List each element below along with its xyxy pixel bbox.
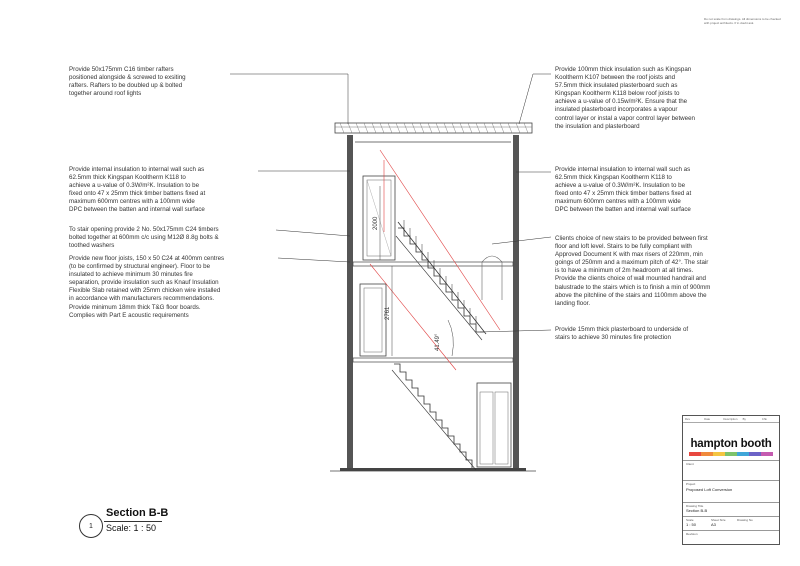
stripe-segment: [749, 452, 761, 456]
note-floor-joists: Provide new floor joists, 150 x 50 C24 at 400mm centres (to be confirmed by structural engineer). Floor to be insulated to achieve minimum 30 minutes fire separation, provide insulation such as Knauf Insulation Flexible Slab retained with 25mm chicken wire installed in accordance with manufacturers recommendations. Provide minimum 18mm thick T&G floor boards. Complies with Part E acoustic requirements: [69, 255, 225, 319]
loft-door: [363, 176, 395, 260]
floor-slabs: [330, 262, 536, 471]
note-rafters: Provide 50x175mm C16 timber rafters positioned alongside & screwed to exsiting rafters. Rafters to be doubled up & bolted together around roof lights: [69, 66, 186, 98]
section-title: Section B-B: [106, 507, 169, 519]
revision-label: Revision: [686, 532, 698, 536]
revision-row: [683, 530, 779, 545]
stripe-segment: [701, 452, 713, 456]
scale-row: [683, 516, 779, 531]
project-label: Project: [686, 482, 696, 486]
drawing-title-value: Section B-B: [686, 508, 708, 513]
company-logo: hampton booth: [690, 438, 772, 450]
sheet-size-value: A3: [711, 522, 716, 527]
col-date: Date: [704, 417, 711, 421]
note-wall-insulation-right: Provide internal insulation to internal wall such as 62.5mm thick Kingspan Kooltherm K118 to achieve a u-value of 0.3W/m²K. Insulation to be fixed onto 47 x 25mm thick timber battens fixed at maximum 600mm centres with a 100mm wide DPC between the batten and internal wall surface: [555, 166, 692, 214]
roof-rafters: [335, 123, 532, 133]
section-scale: Scale: 1 : 50: [106, 523, 157, 533]
note-roof-insulation: Provide 100mm thick insulation such as Kingspan Kooltherm K107 between the roof joists and 57.5mm thick insulated plasterboard such as Kingspan Kooltherm K118 below roof joists to achieve a u-value of 0.15w/m²K. Ensure that the insulated plasterboard incorporates a vapour control layer or instal a vapor control layer between the insulation and plasterboard: [555, 66, 695, 130]
col-by: By: [742, 417, 746, 421]
note-wall-insulation-left: Provide internal insulation to internal wall such as 62.5mm thick Kingspan Kooltherm K118 to achieve a u-value of 0.3W/m²K. Insulation to be fixed onto 47 x 25mm thick timber battens fixed at maximum 600mm centres with a 100mm wide DPC between the batten and internal wall surface: [69, 166, 206, 214]
stripe-segment: [725, 452, 737, 456]
stripe-segment: [761, 452, 773, 456]
col-check: Chk: [761, 417, 767, 421]
scale-value: 1 : 50: [686, 522, 697, 527]
stair-height-dimension: 2761: [385, 306, 391, 320]
note-stair-opening: To stair opening provide 2 No. 50x175mm C24 timbers bolted together at 600mm c/c using M12Ø 8.8g bolts & toothed washers: [69, 226, 219, 250]
col-rev: Rev: [685, 417, 690, 421]
note-stairs: Clients choice of new stairs to be provided between first floor and loft level. Stairs to be fully compliant with Approved Document K with max risers of 220mm, min goings of 250mm and a maximum pitch of 42°. The stair is to have a minimum of 2m headroom at all times. Provide the clients choice of wall mounted handrail and balustrade to the stairs which is to finish a min of 900mm above the pitchline of the stairs and 1100mm above the landing floor.: [555, 235, 711, 307]
drawing-title-label: Drawing Title: [686, 504, 704, 508]
stripe-segment: [689, 452, 701, 456]
drawing-no-label: Drawing No: [737, 518, 753, 522]
scale-label: Scale: [686, 518, 694, 522]
stripe-segment: [713, 452, 725, 456]
first-floor-door: [360, 284, 386, 356]
client-label: Client: [686, 462, 694, 466]
client-row: [683, 460, 779, 481]
drawing-title-row: [683, 502, 779, 517]
section-underline: [104, 521, 162, 522]
upper-stair: [396, 220, 486, 340]
top-disclaimer: Do not scale from drawings. All dimensions to be checked with project architects. If in doubt ask.: [704, 17, 781, 25]
logo-color-stripe: [689, 452, 773, 456]
project-row: [683, 480, 779, 503]
pitch-dimension: 41.49°: [435, 333, 441, 351]
sheet-size-label: Sheet Size: [711, 518, 726, 522]
title-block: [682, 415, 780, 545]
lower-stair: [392, 364, 476, 470]
section-number: 1: [79, 514, 103, 538]
headroom-dimension: 2000: [373, 216, 379, 230]
revision-header: [683, 416, 779, 423]
stripe-segment: [737, 452, 749, 456]
project-value: Proposed Loft Conversion: [686, 487, 733, 492]
note-plasterboard: Provide 15mm thick plasterboard to underside of stairs to achieve 30 minutes fire protection: [555, 326, 689, 342]
col-description: Description: [723, 417, 738, 421]
ground-double-door: [477, 383, 511, 467]
